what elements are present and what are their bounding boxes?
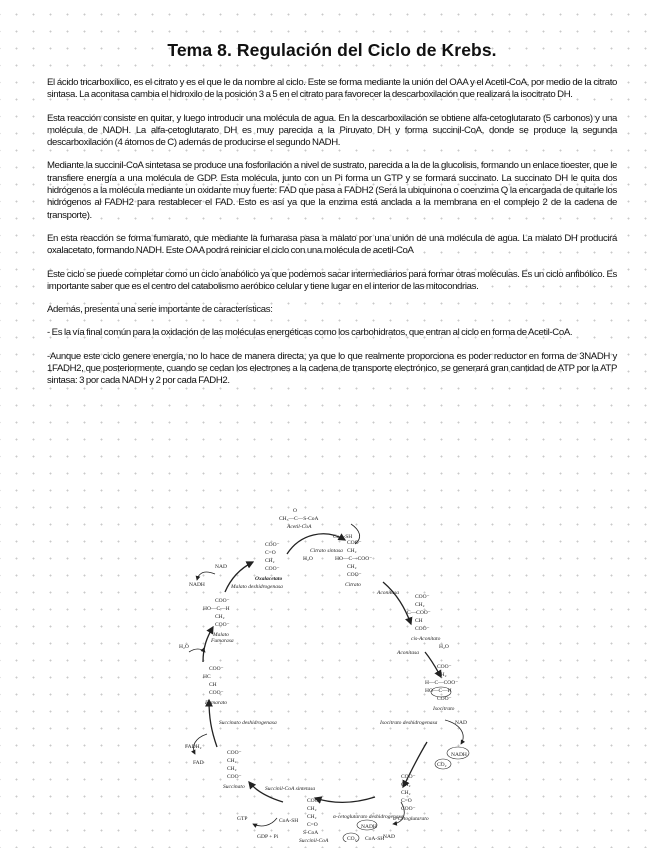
- akg-dh-label: α-cetoglutarato deshidrogenasa: [333, 814, 404, 820]
- citrate-hoc: HO—C—COO⁻: [335, 556, 373, 562]
- succinyl-ch2: CH₂: [307, 806, 317, 812]
- isocitrate-hoc: HO—C—H: [425, 688, 452, 694]
- oaa-co: C=O: [265, 550, 276, 556]
- isocitrate-ch2: CH₂: [437, 672, 447, 678]
- arrow-isocitrate-dh: [403, 742, 427, 787]
- paragraph-final-pathway: - Es la vía final común para la oxidación de las moléculas energéticas como los carbohidratos, que entran al ciclo en forma de Acetil-CoA.: [47, 327, 573, 339]
- cofactor-arrows: [189, 524, 463, 826]
- aconitate-ch2: CH₂: [415, 602, 425, 608]
- aconitase-2-label: Aconitasa: [397, 650, 419, 656]
- isocitrate-label: Isocitrato: [433, 706, 455, 712]
- aconitate-coo-1: COO⁻: [415, 594, 430, 600]
- krebs-cycle-svg: [175, 502, 485, 842]
- citrate-label: Citrato: [345, 582, 361, 588]
- succinate-dh-label: Succinato deshidrogenasa: [219, 720, 277, 726]
- fumarate-ch: HC: [203, 674, 211, 680]
- fad-label: FAD: [193, 760, 204, 766]
- succinyl-co: C=O: [307, 822, 318, 828]
- acetyl-coa-formula-2: CH₃—C—S-CoA: [279, 516, 319, 522]
- succinyl-ch2-2: CH₂: [307, 814, 317, 820]
- fumarate-label: Fumarato: [205, 700, 227, 706]
- succinate-ch2: CH₂: [227, 758, 237, 764]
- oaa-ch2: CH₂: [265, 558, 275, 564]
- succinate-coo-1: COO⁻: [227, 750, 242, 756]
- cycle-arrows: [203, 534, 441, 803]
- gtp-label: GTP: [237, 816, 248, 822]
- co2-1-label: CO₂: [437, 762, 447, 768]
- isocitrate-hc: H—C—COO⁻: [425, 680, 459, 686]
- paragraph-amphibolic: Este ciclo se puede completar como un ciclo anabólico ya que podemos sacar intermediarios para formar otras moléculas. Es un ciclo anfibólico. Es importante saber que es el centro del catabolismo aeróbico celular y tiene lugar en el interior de las mitocondrias.: [47, 268, 617, 292]
- aconitase-1-label: Aconitasa: [377, 590, 399, 596]
- fumarase-label: Fumarasa: [211, 638, 234, 644]
- citrate-ch2: CH₂: [347, 548, 357, 554]
- isocitrate-coo-2: COO⁻: [437, 696, 452, 702]
- arrow-succinate-dh: [209, 700, 217, 747]
- co2-2-label: CO₂: [347, 836, 357, 842]
- isocitrate-coo-1: COO⁻: [437, 664, 452, 670]
- coash-3-label: CoA-SH: [279, 818, 299, 824]
- oaa-coo-1: COO⁻: [265, 542, 280, 548]
- curl-gdp: [253, 818, 277, 826]
- nadh-2-label: NADH: [361, 824, 377, 830]
- succinyl-coo: COO⁻: [307, 798, 322, 804]
- arrow-fumarase: [203, 627, 213, 662]
- isocitrate-dh-label: Isocitrato deshidrogenasa: [380, 720, 438, 726]
- cis-aconitate-label: cis-Aconitato: [411, 636, 441, 642]
- acetyl-coa-formula: O: [293, 508, 297, 514]
- malate-ch2: CH₂: [215, 614, 225, 620]
- akg-co: C=O: [401, 798, 412, 804]
- coash-2-label: CoA-SH: [365, 836, 385, 842]
- malate-dh-label: Malato deshidrogenasa: [231, 584, 283, 590]
- aconitate-c: C—COO⁻: [407, 610, 431, 616]
- paragraph-succinyl-coa: Mediante la succinil-CoA sintetasa se produce una fosforilación a nivel de sustrato, parecida a la de la glucolisis, formando un enlace tioester, que le transfiere energía a una molécula de GDP. Esta molécula, junto con un Pi forma un GTP y se formará succinato. La succinato DH le quita dos hidrógenos a la molécula mediante un oxidante muy fuerte: FAD que pasa a FADH2 (Será la ubiquinona o coenzima Q la encargada de quitarle los hidrógenos al FADH2 para restablecer el FAD. Esto es así ya que la enzima está anclada a la membrana en el complejo 2 de la cadena de transporte).: [47, 160, 617, 221]
- akg-ch2: CH₂: [401, 782, 411, 788]
- arrow-akg-dh: [315, 797, 375, 802]
- acetyl-coa-label: Acetil-CoA: [287, 524, 312, 530]
- succinyl-synthetase-label: Succinil-CoA sintetasa: [265, 786, 316, 792]
- fumarate-coo-2: COO⁻: [209, 690, 224, 696]
- cis-aconitate-group: [396, 594, 449, 656]
- paragraph-characteristics: Además, presenta una serie importante de características:: [47, 304, 273, 316]
- oxaloacetate-group: [255, 542, 282, 582]
- citrate-synthase-label: Citrato sintasa: [310, 548, 343, 554]
- gdp-pi-label: GDP + Pi: [257, 834, 279, 840]
- akg-label: α-Cetoglutarato: [393, 816, 429, 822]
- paragraph-energy: -Aunque este ciclo genere energía, no lo hace de manera directa, ya que lo que realmente proporciona es poder reductor en forma de 3NADH y 1FADH2, que posteriormente, cuando se cedan los electrones a la cadena de transporte electrónico, se generará gran cantidad de ATP por la ATP sintasa: 3 por cada NADH y 2 por cada FADH2.: [47, 350, 617, 387]
- akg-group: [333, 774, 429, 842]
- fadh2-label: FADH₂: [185, 744, 202, 750]
- aconitase-h2o-label: H₂O: [439, 644, 449, 650]
- nad-1-label: NAD: [455, 720, 467, 726]
- succinyl-label: Succinil-CoA: [299, 838, 329, 842]
- curl-h2o-1: [189, 649, 205, 652]
- citrate-coo-2: COO⁻: [347, 572, 362, 578]
- akg-coo-1: COO⁻: [401, 774, 416, 780]
- nadh-1-label: NADH: [451, 752, 467, 758]
- paragraph-citrate: El ácido tricarboxílico, es el citrato y es el que le da nombre al ciclo. Este se forma mediante la unión del OAA y el Acetil-CoA, por medio de la citrato sintasa. La aconitasa cambia el hidroxilo de la posición 3 a 5 en el citrato para favorecer la descarboxilación que realizará la isocitrato DH.: [47, 77, 617, 101]
- fumarate-coo-1: COO⁻: [209, 666, 224, 672]
- paragraph-decarboxylation: Esta reacción consiste en quitar, y luego introducir una molécula de agua. En la descarboxilación se obtiene alfa-cetoglutarato (5 carbonos) y una molécula de NADH. La alfa-cetoglutarato DH es muy parecida a la Piruvato DH y forma succinil-CoA, donde se produce la segunda descarboxilación (4 átomos de C) además de producirse el segundo NADH.: [47, 112, 617, 149]
- malate-label: Malato: [213, 632, 229, 638]
- oxaloacetate-label: Oxalacetato: [255, 576, 283, 582]
- document-title: Tema 8. Regulación del Ciclo de Krebs.: [167, 40, 497, 60]
- h2o-1-label: H₂O: [179, 644, 189, 650]
- succinyl-coa-group: [237, 786, 329, 842]
- succinate-coo-2: COO⁻: [227, 774, 242, 780]
- nadh-3-label: NADH: [189, 582, 205, 588]
- nad-2-label: NAD: [383, 834, 395, 840]
- arrow-aconitase-1: [383, 582, 411, 624]
- krebs-cycle-diagram: [175, 502, 485, 842]
- h2o-label-2: H₂O: [303, 556, 313, 562]
- malate-hoch: HO—C—H: [203, 606, 230, 612]
- curl-nad-3: [197, 572, 215, 580]
- nad-3-label: NAD: [215, 564, 227, 570]
- akg-ch2-2: CH₂: [401, 790, 411, 796]
- paragraph-fumarate: En esta reacción se forma fumarato, que mediante la fumarasa pasa a malato por una unión de una molécula de agua. La malato DH producirá oxalacetato, formando NADH. Este OAA podrá reiniciar el ciclo con una molécula de acetil-CoA: [47, 232, 617, 257]
- succinate-label: Succinato: [223, 784, 245, 790]
- fumarate-group: [179, 638, 234, 706]
- oaa-coo-2: COO⁻: [265, 566, 280, 572]
- citrate-ch2-2: CH₂: [347, 564, 357, 570]
- fumarate-ch-2: CH: [209, 682, 217, 688]
- malate-coo-2: COO⁻: [215, 622, 230, 628]
- succinyl-scoa: S-CoA: [303, 830, 319, 836]
- malate-coo-1: COO⁻: [215, 598, 230, 604]
- citrate-coo-1: COO⁻: [347, 540, 362, 546]
- coash-top-label: CoA-SH: [333, 534, 353, 540]
- arrow-succinyl-synthetase: [249, 782, 283, 802]
- akg-coo-2: COO⁻: [401, 806, 416, 812]
- succinate-group: [185, 720, 277, 790]
- isocitrate-group: [379, 664, 469, 769]
- aconitate-ch: CH: [415, 618, 423, 624]
- succinate-ch2-2: CH₂: [227, 766, 237, 772]
- aconitate-coo-2: COO⁻: [415, 626, 430, 632]
- document-page: [47, 40, 617, 399]
- citrate-group: [310, 540, 399, 596]
